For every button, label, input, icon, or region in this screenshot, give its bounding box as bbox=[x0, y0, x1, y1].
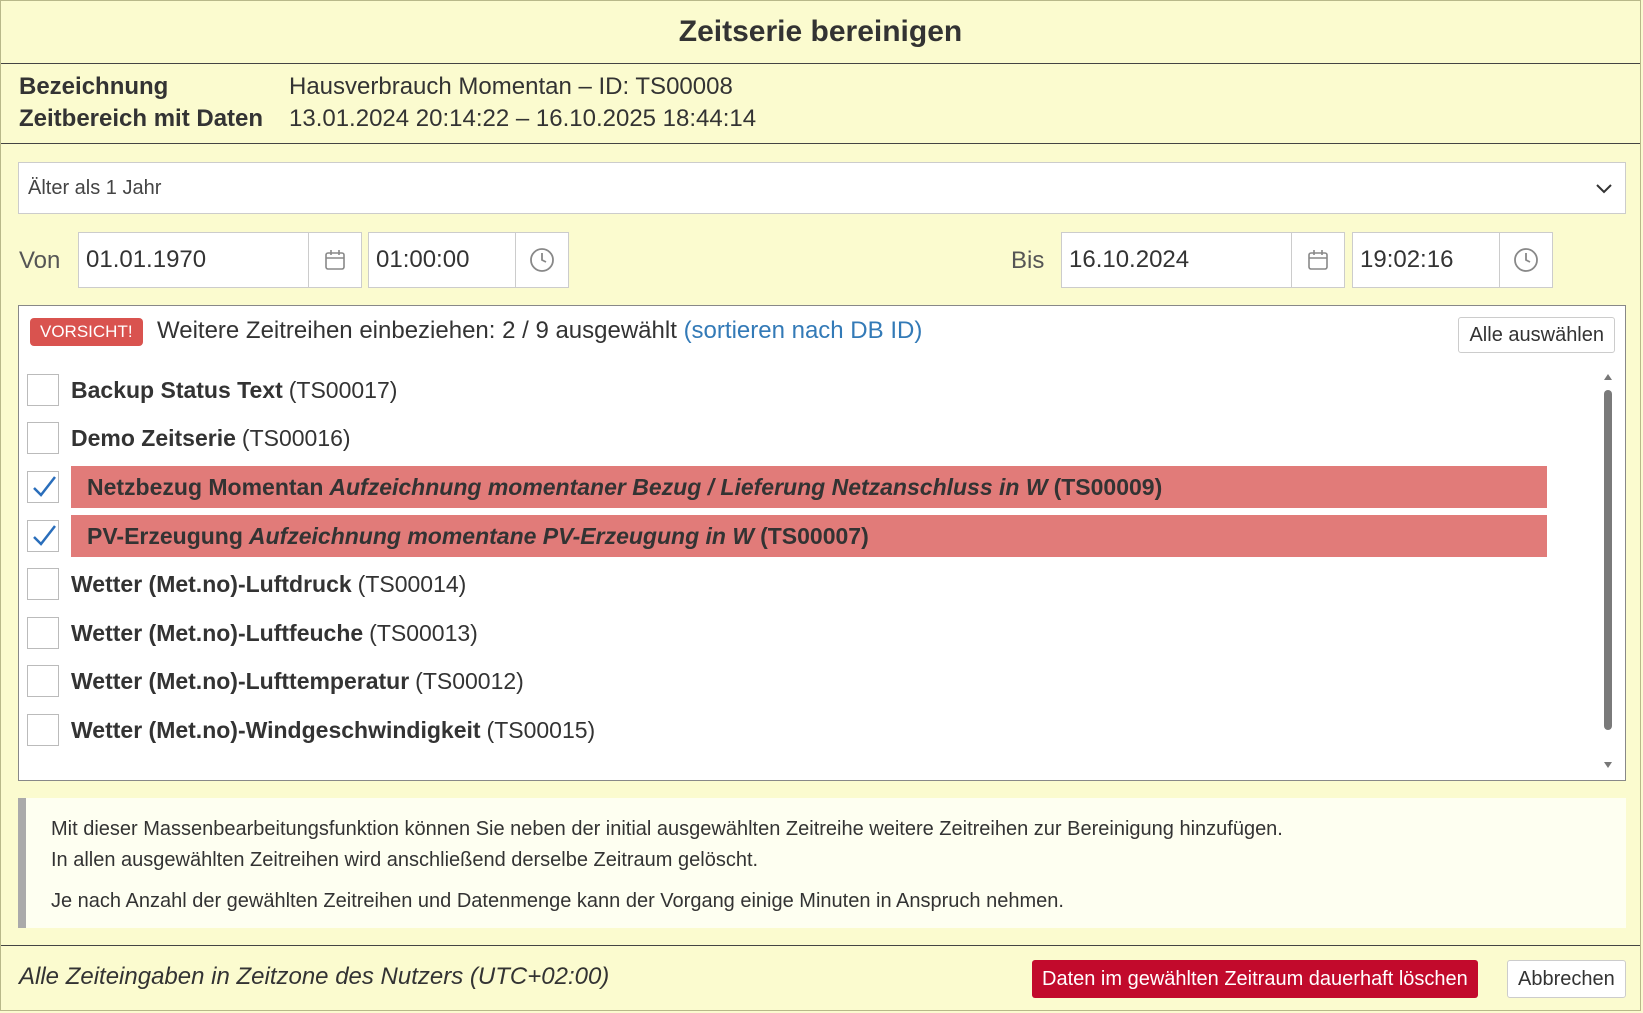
clock-icon[interactable] bbox=[1499, 233, 1552, 287]
item-label bbox=[71, 563, 466, 605]
item-label bbox=[71, 515, 1547, 557]
list-item[interactable] bbox=[27, 515, 1547, 557]
scrollbar-thumb[interactable] bbox=[1604, 390, 1612, 730]
item-id: (TS00014) bbox=[357, 570, 467, 597]
note-line: Je nach Anzahl der gewählten Zeitreihen und Datenmenge kann der Vorgang einige Minuten in Anspruch nehmen. bbox=[51, 890, 1064, 912]
item-name: Wetter (Met.no)-Luftfeuche bbox=[71, 619, 364, 646]
chevron-down-icon bbox=[1593, 177, 1615, 199]
item-id: (TS00007) bbox=[760, 522, 869, 549]
item-description: Aufzeichnung momentaner Bezug / Lieferung Netzanschluss in W bbox=[329, 473, 1048, 500]
to-date-field[interactable] bbox=[1061, 232, 1345, 288]
item-label bbox=[71, 709, 595, 751]
cancel-button[interactable]: Abbrechen bbox=[1507, 960, 1626, 998]
item-name: Wetter (Met.no)-Lufttemperatur bbox=[71, 667, 410, 694]
item-id: (TS00012) bbox=[415, 667, 524, 694]
info-divider bbox=[1, 143, 1640, 144]
item-name: Backup Status Text bbox=[71, 376, 283, 403]
item-name: Wetter (Met.no)-Windgeschwindigkeit bbox=[71, 716, 481, 743]
series-listbox bbox=[18, 305, 1626, 781]
list-heading bbox=[157, 317, 922, 345]
checkbox[interactable] bbox=[27, 568, 59, 600]
checkbox[interactable] bbox=[27, 617, 59, 649]
preset-select[interactable] bbox=[18, 162, 1626, 214]
range-value: 13.01.2024 20:14:22 – 16.10.2025 18:44:14 bbox=[289, 105, 757, 132]
item-label bbox=[71, 466, 1547, 508]
item-label bbox=[71, 660, 524, 702]
item-description: Aufzeichnung momentane PV-Erzeugung in W bbox=[248, 522, 755, 549]
from-time-field[interactable] bbox=[368, 232, 569, 288]
list-item[interactable] bbox=[27, 563, 1547, 605]
warning-badge: VORSICHT! bbox=[30, 318, 143, 346]
note-line: In allen ausgewählten Zeitreihen wird anschließend derselbe Zeitraum gelöscht. bbox=[51, 849, 759, 871]
item-label bbox=[71, 369, 397, 411]
scroll-down-icon[interactable] bbox=[1603, 760, 1613, 770]
to-time-value: 19:02:16 bbox=[1360, 246, 1454, 273]
item-id: (TS00013) bbox=[369, 619, 478, 646]
calendar-icon[interactable] bbox=[308, 233, 361, 287]
checkbox[interactable] bbox=[27, 520, 59, 552]
from-date-field[interactable] bbox=[78, 232, 362, 288]
footer-divider bbox=[1, 945, 1640, 946]
checkbox[interactable] bbox=[27, 374, 59, 406]
list-item[interactable] bbox=[27, 369, 1547, 411]
select-all-button[interactable]: Alle auswählen bbox=[1458, 317, 1615, 353]
item-name: PV-Erzeugung bbox=[87, 522, 243, 549]
from-label: Von bbox=[19, 247, 61, 274]
from-time-value: 01:00:00 bbox=[376, 246, 470, 273]
scroll-up-icon[interactable] bbox=[1603, 372, 1613, 382]
clock-icon[interactable] bbox=[515, 233, 568, 287]
timezone-hint: Alle Zeiteingaben in Zeitzone des Nutzers (UTC+02:00) bbox=[19, 963, 610, 990]
info-note bbox=[18, 798, 1626, 928]
series-info bbox=[19, 71, 756, 135]
item-id: (TS00017) bbox=[288, 376, 398, 403]
checkmark-icon bbox=[30, 522, 58, 550]
item-label bbox=[71, 417, 351, 459]
dialog-title: Zeitserie bereinigen bbox=[1, 1, 1640, 64]
item-id: (TS00016) bbox=[241, 424, 351, 451]
item-name: Wetter (Met.no)-Luftdruck bbox=[71, 570, 352, 597]
list-item[interactable] bbox=[27, 660, 1547, 702]
to-time-field[interactable] bbox=[1352, 232, 1553, 288]
preset-selected: Älter als 1 Jahr bbox=[28, 176, 162, 199]
item-id: (TS00015) bbox=[486, 716, 596, 743]
to-date-value: 16.10.2024 bbox=[1069, 246, 1190, 273]
checkbox[interactable] bbox=[27, 422, 59, 454]
delete-data-button[interactable]: Daten im gewählten Zeitraum dauerhaft löschen bbox=[1032, 960, 1478, 998]
list-item[interactable] bbox=[27, 709, 1547, 751]
range-label: Zeitbereich mit Daten bbox=[19, 105, 264, 132]
to-label: Bis bbox=[1011, 247, 1045, 274]
checkmark-icon bbox=[30, 473, 58, 501]
list-scrollbar[interactable] bbox=[1603, 372, 1613, 772]
list-item[interactable] bbox=[27, 466, 1547, 508]
calendar-icon[interactable] bbox=[1291, 233, 1344, 287]
item-name: Netzbezug Momentan bbox=[87, 473, 324, 500]
list-item[interactable] bbox=[27, 417, 1547, 459]
note-line: Mit dieser Massenbearbeitungsfunktion können Sie neben der initial ausgewählten Zeitreihe weitere Zeitreihen zur Bereinigung hinzufügen. bbox=[51, 818, 1283, 840]
name-value: Hausverbrauch Momentan – ID: TS00008 bbox=[289, 73, 733, 100]
sort-link[interactable]: (sortieren nach DB ID) bbox=[683, 317, 923, 344]
list-heading-text: Weitere Zeitreihen einbeziehen: 2 / 9 ausgewählt bbox=[157, 317, 677, 344]
item-name: Demo Zeitserie bbox=[71, 424, 236, 451]
item-id: (TS00009) bbox=[1053, 473, 1163, 500]
item-label bbox=[71, 612, 478, 654]
checkbox[interactable] bbox=[27, 714, 59, 746]
from-date-value: 01.01.1970 bbox=[86, 246, 207, 273]
checkbox[interactable] bbox=[27, 665, 59, 697]
list-item[interactable] bbox=[27, 612, 1547, 654]
checkbox[interactable] bbox=[27, 471, 59, 503]
name-label: Bezeichnung bbox=[19, 73, 169, 100]
